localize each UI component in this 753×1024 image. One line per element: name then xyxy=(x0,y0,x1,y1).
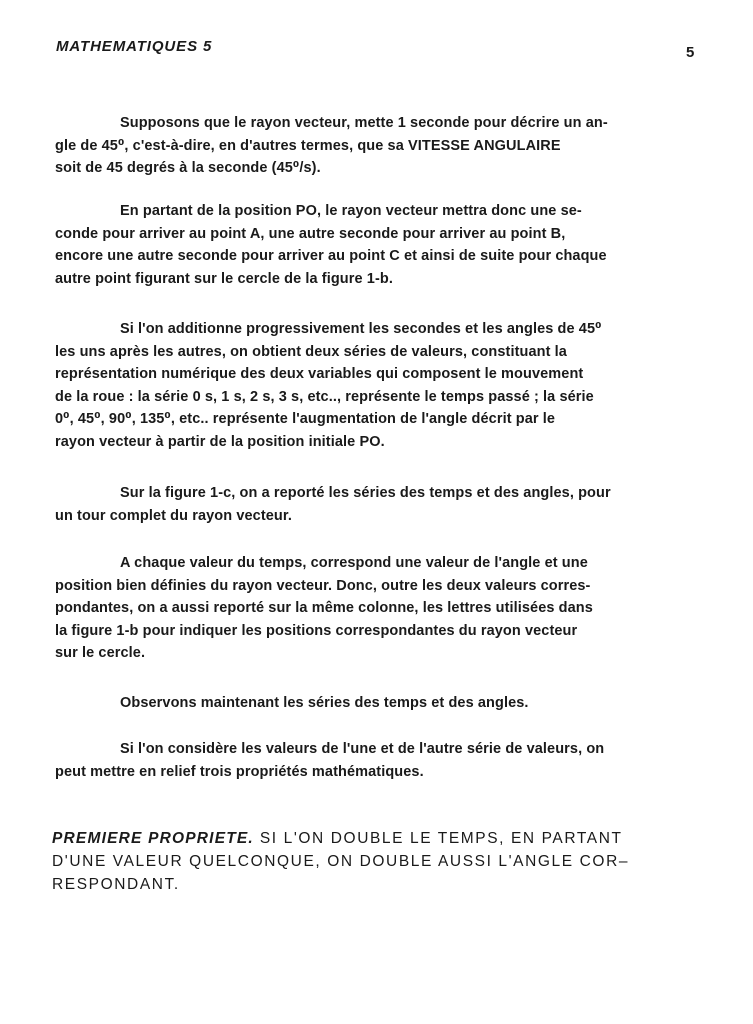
text-line: En partant de la position PO, le rayon vecteur mettra donc une se- xyxy=(120,203,582,219)
text-line: Observons maintenant les séries des temps et des angles. xyxy=(120,695,529,711)
text-line: les uns après les autres, on obtient deux séries de valeurs, constituant la xyxy=(55,343,567,360)
text-line: pondantes, on a aussi reporté sur la même colonne, les lettres utilisées dans xyxy=(55,600,593,616)
first-property-statement xyxy=(52,827,702,896)
paragraph-correspondence xyxy=(55,552,705,665)
text-line: conde pour arriver au point A, une autre seconde pour arriver au point B, xyxy=(55,225,566,242)
paragraph-properties-intro xyxy=(55,738,705,783)
text-line: gle de 45⁰, c'est-à-dire, en d'autres termes, que sa VITESSE ANGULAIRE xyxy=(55,137,561,154)
running-title: MATHEMATIQUES 5 xyxy=(56,38,213,55)
text-line xyxy=(52,827,702,850)
paragraph-figure-1c xyxy=(55,482,705,527)
text-line: A chaque valeur du temps, correspond une valeur de l'angle et une xyxy=(120,555,588,571)
page-number: 5 xyxy=(686,44,695,61)
property-text: SI L'ON DOUBLE LE TEMPS, EN PARTANT xyxy=(253,830,623,847)
paragraph-series xyxy=(55,318,705,453)
text-line: Si l'on considère les valeurs de l'une et de l'autre série de valeurs, on xyxy=(120,741,605,757)
text-line: RESPONDANT. xyxy=(52,876,180,893)
text-line: autre point figurant sur le cercle de la figure 1-b. xyxy=(55,270,393,287)
text-line: Si l'on additionne progressivement les secondes et les angles de 45⁰ xyxy=(120,321,602,337)
paragraph-observe xyxy=(55,692,705,715)
text-line: sur le cercle. xyxy=(55,645,146,661)
text-line: rayon vecteur à partir de la position initiale PO. xyxy=(55,433,385,450)
text-line: encore une autre seconde pour arriver au point C et ainsi de suite pour chaque xyxy=(55,248,607,264)
paragraph-positions xyxy=(55,200,705,290)
text-line: soit de 45 degrés à la seconde (45⁰/s). xyxy=(55,160,321,176)
text-line: la figure 1-b pour indiquer les positions correspondantes du rayon vecteur xyxy=(55,622,578,639)
text-line: position bien définies du rayon vecteur. Donc, outre les deux valeurs corres- xyxy=(55,577,591,594)
property-label: PREMIERE PROPRIETE. xyxy=(52,830,254,847)
text-line: D'UNE VALEUR QUELCONQUE, ON DOUBLE AUSSI L'ANGLE COR– xyxy=(52,853,630,870)
text-line: un tour complet du rayon vecteur. xyxy=(55,507,292,524)
text-line: 0⁰, 45⁰, 90⁰, 135⁰, etc.. représente l'augmentation de l'angle décrit par le xyxy=(55,411,556,427)
paragraph-angular-velocity xyxy=(55,112,705,180)
text-line: Sur la figure 1-c, on a reporté les séries des temps et des angles, pour xyxy=(120,485,611,501)
text-line: représentation numérique des deux variables qui composent le mouvement xyxy=(55,366,584,382)
text-line: de la roue : la série 0 s, 1 s, 2 s, 3 s, etc.., représente le temps passé ; la série xyxy=(55,388,594,405)
text-line: Supposons que le rayon vecteur, mette 1 seconde pour décrire un an- xyxy=(120,115,608,131)
text-line: peut mettre en relief trois propriétés mathématiques. xyxy=(55,763,424,780)
